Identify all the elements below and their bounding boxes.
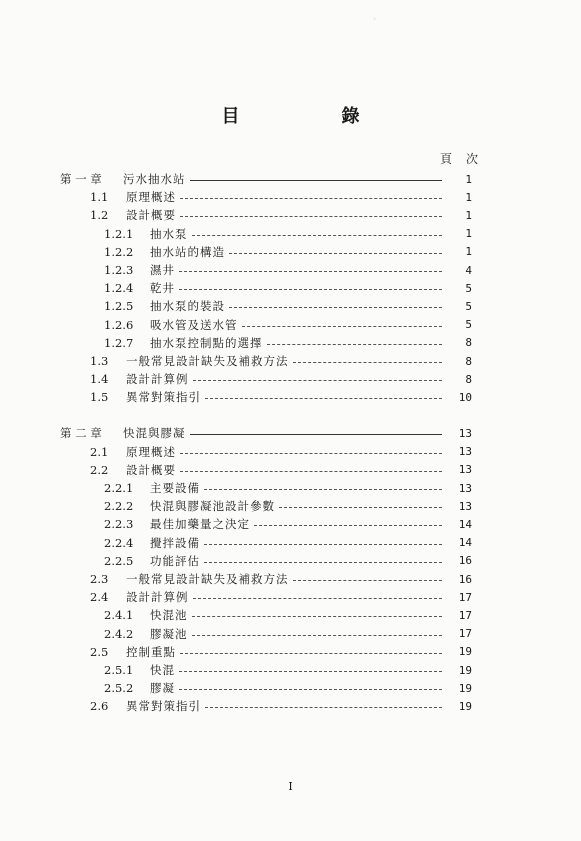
toc-entry-number: 2.4.2 [104, 626, 134, 641]
leader-line [193, 597, 443, 599]
toc-entry-number: 2.2.1 [104, 481, 134, 495]
toc-entry-page: 4 [465, 263, 472, 277]
leader-line [293, 361, 443, 363]
leader-line [204, 543, 442, 545]
toc-entry-label: 抽水泵控制點的選擇 [150, 335, 263, 350]
toc-entry-page: 13 [458, 481, 472, 495]
toc-entry-page: 19 [458, 663, 472, 677]
toc-entry-number: 2.3 [90, 572, 109, 586]
leader-line [267, 343, 443, 345]
toc-entry-page: 1 [465, 190, 472, 204]
toc-entry-page: 19 [458, 681, 472, 695]
toc-entry-page: 1 [465, 245, 472, 259]
toc-entry-label: 異常對策指引 [126, 699, 201, 714]
leader-line [204, 488, 442, 490]
toc-entry-label: 最佳加藥量之決定 [150, 517, 250, 532]
leader-line [254, 524, 442, 526]
leader-line [242, 325, 443, 327]
toc-entry-label: 一般常見設計缺失及補救方法 [126, 354, 289, 368]
toc-entry-label: 膠凝 [150, 681, 175, 696]
toc-entry [104, 225, 472, 243]
toc-entry [90, 388, 472, 406]
leader-line [204, 561, 442, 563]
toc-entry [90, 570, 472, 588]
toc-entry-number: 1.2 [90, 208, 109, 223]
toc-entry-page: 8 [465, 372, 472, 386]
toc-entry-page: 16 [458, 554, 472, 568]
leader-line [229, 252, 442, 254]
page-title: 目 錄 [221, 106, 402, 127]
toc-entry-label: 抽水泵 [150, 226, 188, 241]
toc-entry-number: 1.1 [90, 190, 109, 205]
toc-entry-number: 1.2.1 [104, 226, 134, 241]
toc-entry-label: 設計概要 [126, 462, 176, 477]
toc-entry-number: 1.2.5 [104, 299, 134, 314]
toc-entry-label: 吸水管及送水管 [150, 317, 238, 332]
toc-entry-page: 19 [458, 645, 472, 659]
toc-entry-page: 13 [458, 445, 472, 459]
toc-entry-number: 2.2.5 [104, 553, 134, 568]
toc-entry-number: 1.2.2 [104, 244, 134, 259]
toc-entry-label: 抽水站的構造 [150, 244, 225, 259]
toc-entry-page: 5 [465, 318, 472, 332]
toc-entry [90, 188, 472, 206]
toc-entry [104, 334, 472, 352]
toc-entry-page: 14 [458, 536, 472, 550]
leader-line [192, 615, 443, 617]
toc-entry-page: 14 [458, 517, 472, 531]
leader-line [179, 670, 442, 672]
toc-entry-label: 快混與膠凝 [123, 426, 186, 441]
toc-entry [90, 352, 472, 370]
toc-entry-page: 10 [458, 390, 472, 404]
leader-line [179, 288, 442, 290]
toc-entry [104, 606, 472, 624]
toc-entry [90, 370, 472, 388]
toc-entry [90, 206, 472, 224]
leader-line [192, 634, 443, 636]
toc-entry-page: 17 [458, 627, 472, 641]
toc-entry-label: 設計計算例 [126, 372, 189, 387]
toc-entry-label: 原理概述 [126, 444, 176, 459]
toc-entry-label: 功能評估 [150, 553, 200, 568]
footer-page-number: I [288, 780, 293, 793]
toc-entry [104, 661, 472, 679]
toc-entry-page: 19 [458, 699, 472, 713]
toc-entry-label: 污水抽水站 [123, 172, 186, 186]
toc-entry [90, 643, 472, 661]
toc-entry-label: 控制重點 [126, 644, 176, 659]
toc-entry [104, 261, 472, 279]
toc-entry-number: 1.3 [90, 354, 109, 368]
toc-entry-page: 13 [458, 499, 472, 513]
toc-entry-label: 乾井 [150, 281, 175, 296]
toc-entry [90, 697, 472, 715]
toc-entry-page: 16 [458, 572, 472, 586]
toc-entry-number: 1.2.3 [104, 263, 134, 277]
toc-entry-label: 快混池 [150, 608, 188, 623]
toc-entry-number: 2.2.3 [104, 517, 134, 532]
toc-entry-number: 1.2.7 [104, 335, 134, 350]
toc-entry-label: 異常對策指引 [126, 390, 201, 405]
toc-entry-number: 1.2.4 [104, 281, 134, 296]
toc-entry-label: 原理概述 [126, 190, 176, 205]
toc-entry-label: 攪拌設備 [150, 535, 200, 550]
toc-entry [90, 443, 472, 461]
toc-entry-number: 2.4 [90, 590, 109, 605]
toc-entry-label: 膠凝池 [150, 626, 188, 641]
toc-entry-number: 第 二 章 [60, 426, 102, 441]
leader-line [192, 234, 443, 236]
leader-line [179, 688, 442, 690]
leader-line [180, 470, 442, 472]
toc-entry [104, 625, 472, 643]
toc-entry-label: 濕井 [150, 263, 175, 277]
toc-entry [104, 534, 472, 552]
page-column-header: 頁次 [440, 152, 493, 166]
leader-line [193, 379, 443, 381]
toc-entry-number: 2.5 [90, 644, 109, 659]
toc-entry-number: 2.5.1 [104, 663, 134, 677]
leader-line [180, 215, 442, 217]
leader-line [179, 270, 442, 272]
toc-entry-number: 2.5.2 [104, 681, 134, 696]
toc-entry-page: 1 [465, 227, 472, 241]
toc-entry-page: 17 [458, 590, 472, 604]
toc-entry-label: 主要設備 [150, 481, 200, 495]
leader-line [293, 579, 443, 581]
leader-line [180, 197, 442, 199]
toc-entry-page: 5 [465, 299, 472, 313]
leader-line [190, 179, 443, 181]
toc-entry-page: 8 [465, 354, 472, 368]
toc-entry-number: 2.2 [90, 462, 109, 477]
toc-entry-label: 快混與膠凝池設計參數 [150, 499, 275, 514]
leader-line [279, 506, 442, 508]
toc-entry-page: 8 [465, 336, 472, 350]
toc-entry-page: 13 [458, 463, 472, 477]
toc-entry-number: 2.2.2 [104, 499, 134, 514]
toc-entry-number: 2.2.4 [104, 535, 134, 550]
toc-entry-label: 設計概要 [126, 208, 176, 223]
toc-entry-page: 1 [465, 172, 472, 186]
toc-entry-number: 1.5 [90, 390, 109, 405]
toc-entry-number: 1.2.6 [104, 317, 134, 332]
leader-line [229, 306, 442, 308]
toc-entry-label: 快混 [150, 663, 175, 677]
toc-entry-page: 5 [465, 281, 472, 295]
toc-entry-number: 1.4 [90, 372, 109, 387]
toc-entry [90, 461, 472, 479]
toc-entry [104, 515, 472, 533]
toc-entry-page: 13 [458, 426, 472, 440]
leader-line [205, 706, 442, 708]
toc-entry [104, 279, 472, 297]
toc-entry-page: 1 [465, 208, 472, 222]
toc-entry [104, 479, 472, 497]
toc-entry-number: 第 一 章 [60, 172, 102, 186]
scan-speck: ⁘ [372, 16, 378, 23]
toc-entry [104, 243, 472, 261]
toc-chapter [60, 424, 472, 442]
toc-entry-number: 2.1 [90, 444, 109, 459]
leader-line [180, 452, 442, 454]
toc-entry-label: 一般常見設計缺失及補救方法 [126, 572, 289, 586]
toc-entry [104, 552, 472, 570]
toc-entry [104, 497, 472, 515]
leader-line [190, 433, 443, 435]
toc-entry-number: 2.4.1 [104, 608, 134, 623]
toc-entry-number: 2.6 [90, 699, 109, 714]
leader-line [205, 397, 442, 399]
toc-entry [90, 588, 472, 606]
toc-entry-label: 設計計算例 [126, 590, 189, 605]
toc-chapter [60, 170, 472, 188]
toc-entry [104, 679, 472, 697]
toc-entry [104, 297, 472, 315]
toc-entry-page: 17 [458, 608, 472, 622]
leader-line [180, 652, 442, 654]
toc-entry-label: 抽水泵的裝設 [150, 299, 225, 314]
toc-entry [104, 316, 472, 334]
